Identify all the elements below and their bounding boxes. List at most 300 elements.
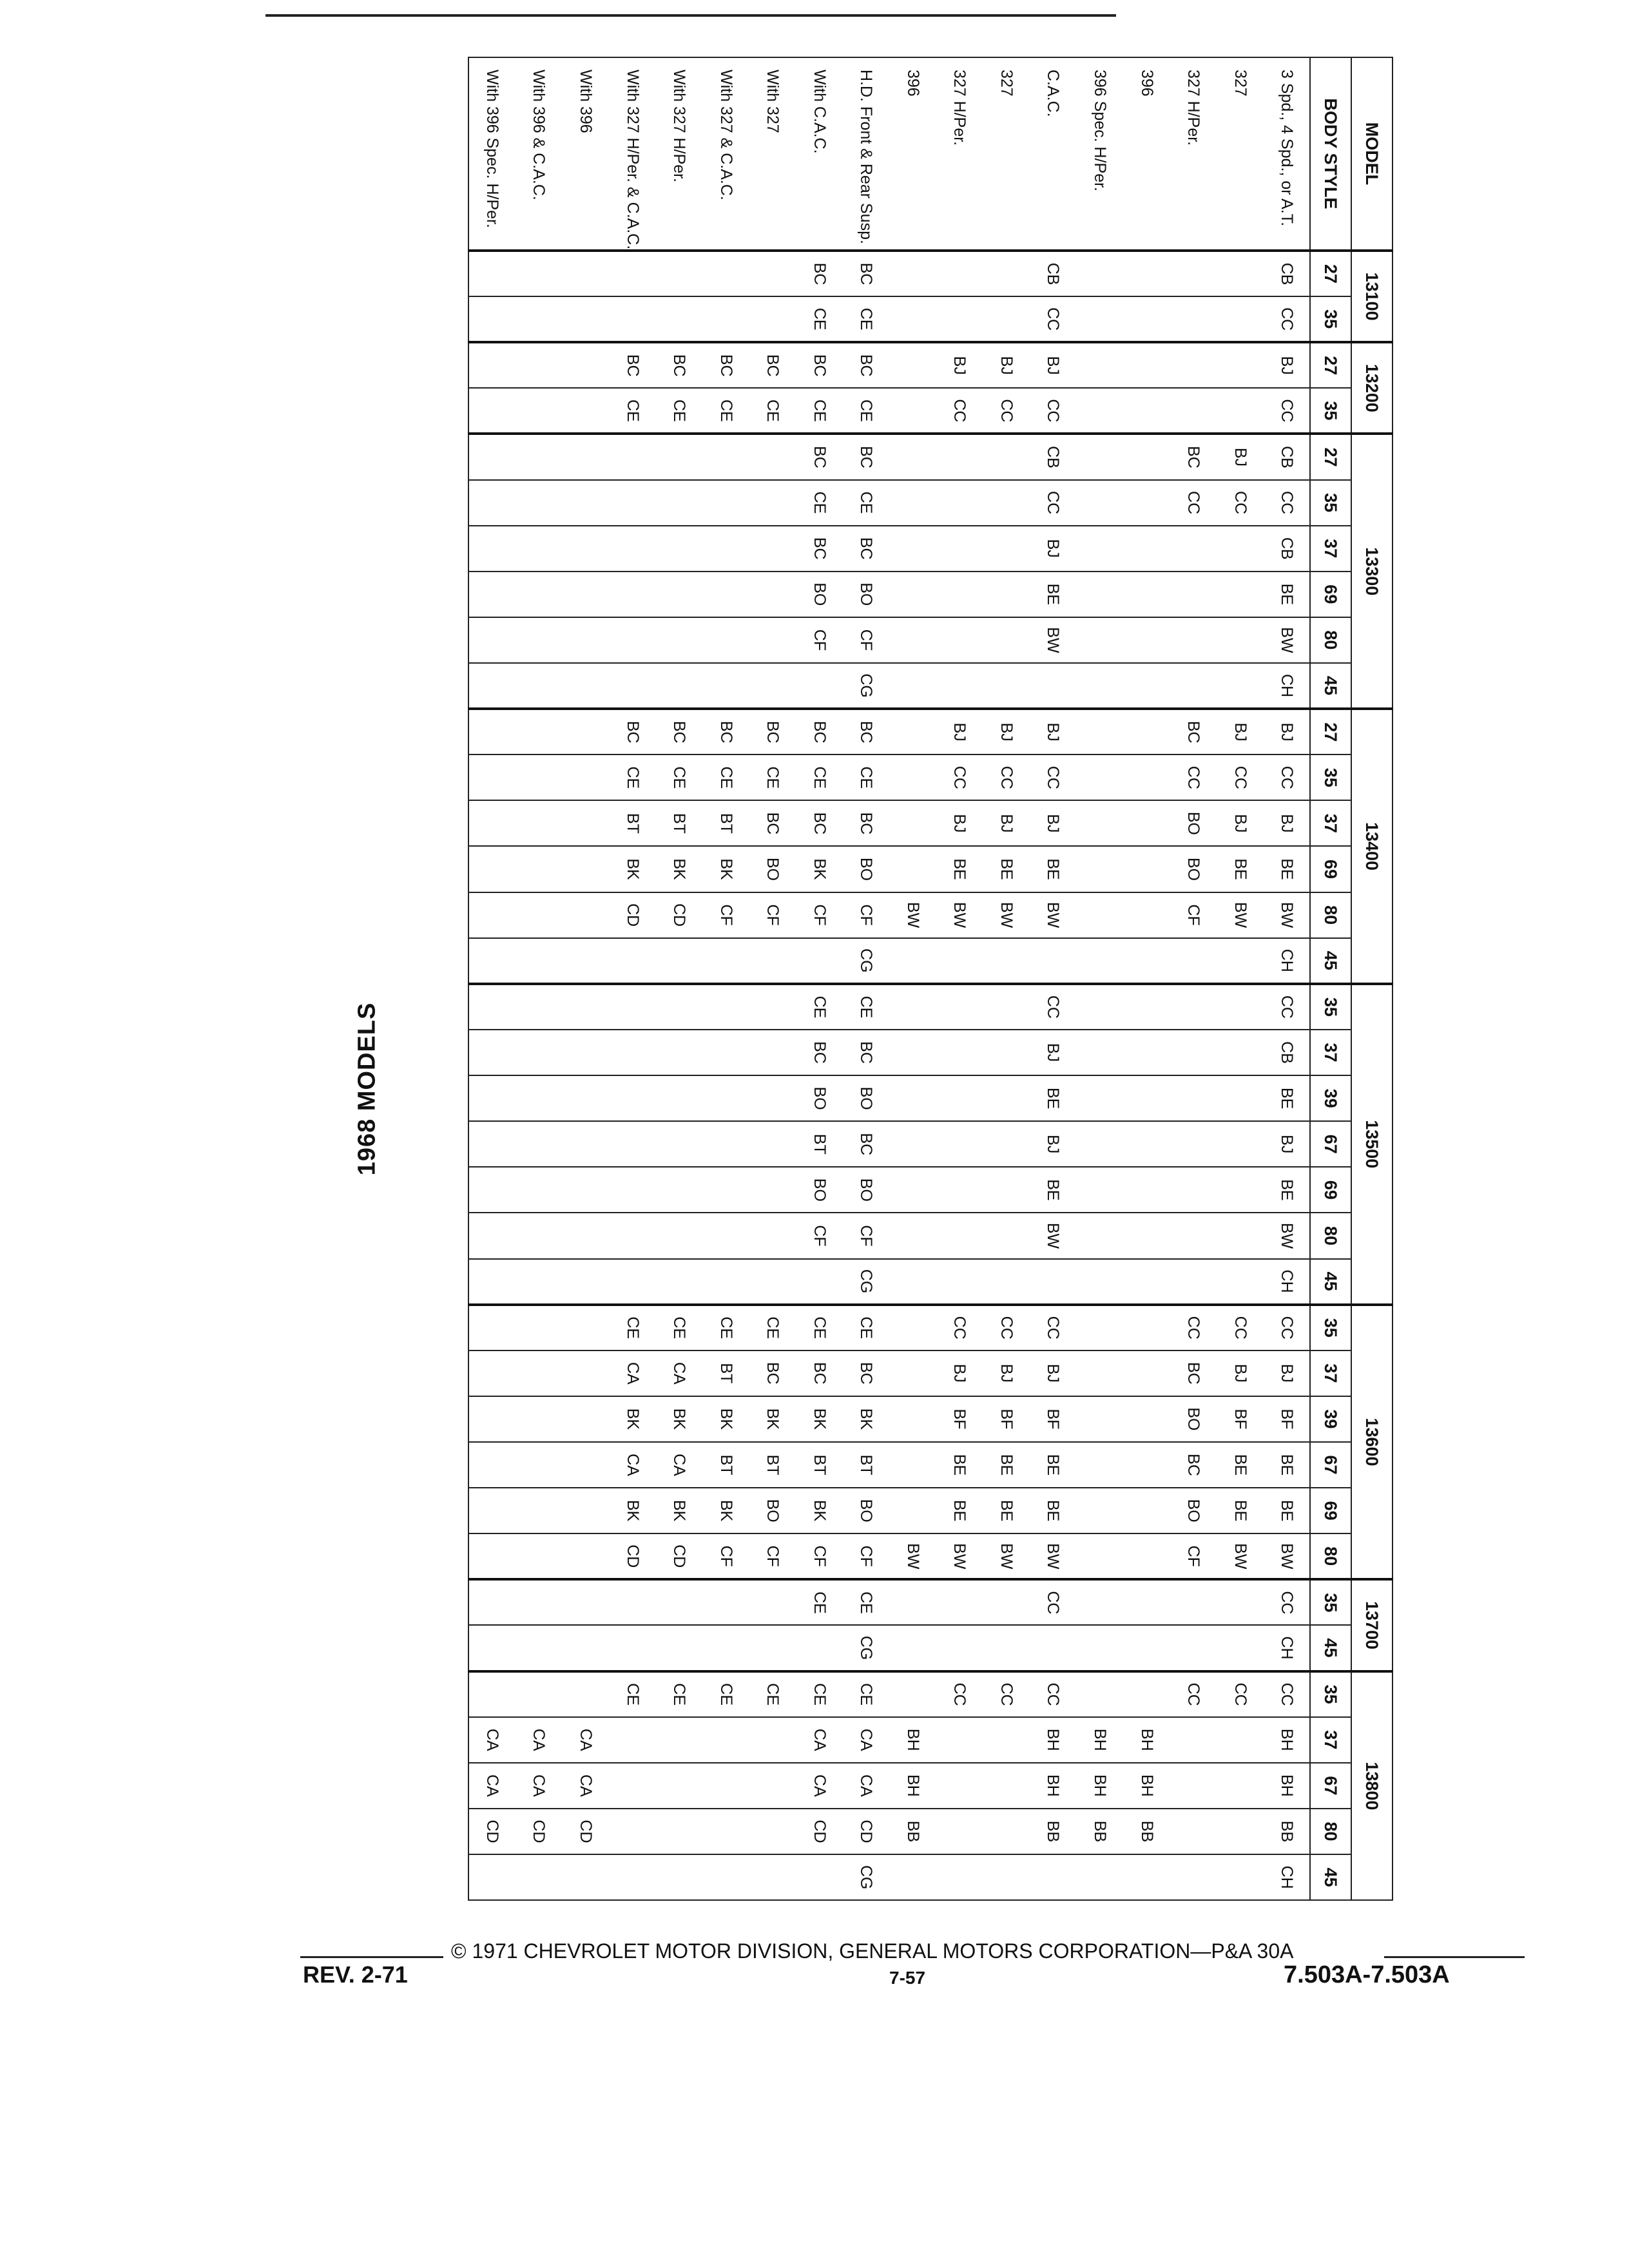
code-cell (468, 754, 516, 800)
code-cell: CA (796, 1717, 843, 1763)
code-cell (468, 1030, 516, 1075)
code-cell: BJ (1030, 342, 1077, 388)
code-cell: CF (843, 617, 890, 663)
code-cell (516, 1579, 563, 1625)
code-cell: CG (843, 1854, 890, 1900)
code-cell (702, 1075, 749, 1121)
code-cell (1123, 1579, 1170, 1625)
code-cell (1076, 1350, 1123, 1396)
revision-label: REV. 2-71 (303, 1961, 408, 1988)
code-cell: CB (1263, 434, 1310, 479)
code-cell (516, 800, 563, 846)
code-cell (1123, 709, 1170, 754)
table-row (1030, 57, 1077, 1900)
code-cell (749, 938, 796, 984)
code-cell: BH (1030, 1717, 1077, 1763)
code-cell (655, 1625, 702, 1671)
code-cell: BF (936, 1396, 983, 1442)
code-cell: BT (796, 1442, 843, 1488)
copyright-text: © 1971 CHEVROLET MOTOR DIVISION, GENERAL MOTORS CORPORATION—P&A 30A (451, 1939, 1294, 1963)
code-cell: BF (983, 1396, 1030, 1442)
code-cell: BJ (1217, 1350, 1264, 1396)
code-cell: BJ (1030, 800, 1077, 846)
body-style-code: 69 (1310, 1167, 1351, 1213)
body-style-code: 69 (1310, 1488, 1351, 1533)
code-cell (1217, 1121, 1264, 1167)
code-cell (1076, 1259, 1123, 1305)
code-cell (702, 1854, 749, 1900)
table-row (983, 57, 1030, 1900)
code-cell (562, 572, 609, 617)
row-label: 396 (1123, 57, 1170, 251)
code-cell: CD (796, 1809, 843, 1854)
code-cell (468, 938, 516, 984)
code-cell (1076, 480, 1123, 526)
code-cell (562, 1030, 609, 1075)
code-cell (655, 1717, 702, 1763)
code-cell (562, 1488, 609, 1533)
code-cell: BC (1170, 1442, 1217, 1488)
code-cell (983, 1717, 1030, 1763)
code-cell (936, 296, 983, 342)
code-cell: BC (702, 709, 749, 754)
code-cell (1170, 1030, 1217, 1075)
code-cell (516, 754, 563, 800)
code-cell: CC (1030, 296, 1077, 342)
code-cell (702, 984, 749, 1030)
code-cell (1123, 1213, 1170, 1258)
code-cell: CE (609, 1305, 656, 1350)
table-row (1263, 57, 1310, 1900)
code-cell (1076, 1030, 1123, 1075)
row-label: 3 Spd., 4 Spd., or A.T. (1263, 57, 1310, 251)
code-cell: BK (655, 1488, 702, 1533)
code-cell (468, 434, 516, 479)
code-cell (1030, 1259, 1077, 1305)
code-cell: CE (655, 1305, 702, 1350)
code-cell (562, 1625, 609, 1671)
code-cell (702, 480, 749, 526)
code-cell (983, 938, 1030, 984)
code-cell (889, 434, 936, 479)
code-cell: CD (516, 1809, 563, 1854)
code-cell (889, 1579, 936, 1625)
code-cell: BH (1263, 1717, 1310, 1763)
code-cell (1123, 251, 1170, 296)
row-label: With 396 (562, 57, 609, 251)
code-cell (983, 1213, 1030, 1258)
code-cell: CC (1263, 480, 1310, 526)
code-cell (562, 434, 609, 479)
code-cell: BO (843, 1167, 890, 1213)
code-cell (702, 296, 749, 342)
code-cell (702, 526, 749, 572)
code-cell: CA (516, 1717, 563, 1763)
code-cell (516, 617, 563, 663)
code-cell: CG (843, 1625, 890, 1671)
code-cell: BC (796, 800, 843, 846)
code-cell (1076, 1671, 1123, 1717)
table-row (1170, 57, 1217, 1900)
code-cell: BE (1263, 1167, 1310, 1213)
code-cell (749, 1121, 796, 1167)
code-cell (983, 1030, 1030, 1075)
code-cell (1170, 984, 1217, 1030)
code-cell: CC (936, 388, 983, 434)
code-cell (562, 1442, 609, 1488)
code-cell (562, 251, 609, 296)
code-cell (609, 1854, 656, 1900)
body-style-code: 35 (1310, 296, 1351, 342)
code-cell: CE (843, 296, 890, 342)
code-cell (562, 1533, 609, 1579)
code-cell (468, 1259, 516, 1305)
code-cell (562, 754, 609, 800)
code-cell: CH (1263, 1854, 1310, 1900)
code-cell: CC (1030, 984, 1077, 1030)
code-cell: BC (749, 1350, 796, 1396)
row-label: With C.A.C. (796, 57, 843, 251)
code-cell (1076, 709, 1123, 754)
code-cell (609, 1121, 656, 1167)
code-cell (655, 1030, 702, 1075)
table-row (749, 57, 796, 1900)
code-cell (1170, 1259, 1217, 1305)
row-label: With 396 Spec. H/Per. (468, 57, 516, 251)
application-chart (469, 57, 1393, 1899)
code-cell (1217, 1809, 1264, 1854)
code-cell (1123, 388, 1170, 434)
code-cell (609, 663, 656, 709)
table-row (1217, 57, 1264, 1900)
code-cell (516, 480, 563, 526)
code-cell: BE (936, 1442, 983, 1488)
code-cell: BE (936, 1488, 983, 1533)
code-cell (889, 617, 936, 663)
code-cell (1170, 617, 1217, 663)
code-cell (749, 480, 796, 526)
code-cell (749, 434, 796, 479)
code-cell: CB (1030, 434, 1077, 479)
code-cell: CC (1170, 754, 1217, 800)
code-cell (749, 1763, 796, 1809)
code-cell (562, 1396, 609, 1442)
code-cell (749, 663, 796, 709)
code-cell (1123, 526, 1170, 572)
code-cell (655, 572, 702, 617)
code-cell (1170, 938, 1217, 984)
model-header: MODEL (1351, 57, 1393, 251)
code-cell: CD (655, 1533, 702, 1579)
code-cell (702, 434, 749, 479)
code-cell (1030, 663, 1077, 709)
code-cell: BJ (1217, 434, 1264, 479)
code-cell: BC (655, 709, 702, 754)
code-cell: CC (1263, 754, 1310, 800)
code-cell (702, 1579, 749, 1625)
code-cell (468, 1350, 516, 1396)
code-cell: BK (702, 1396, 749, 1442)
code-cell (1123, 1488, 1170, 1533)
code-cell (936, 1213, 983, 1258)
code-cell: CB (1263, 251, 1310, 296)
code-cell: CF (1170, 1533, 1217, 1579)
code-cell: CE (843, 388, 890, 434)
code-cell (516, 526, 563, 572)
code-cell: BJ (1263, 1121, 1310, 1167)
code-cell (1076, 572, 1123, 617)
code-cell (889, 663, 936, 709)
code-cell (749, 296, 796, 342)
code-cell (655, 526, 702, 572)
code-cell (749, 572, 796, 617)
code-cell (936, 526, 983, 572)
code-cell (609, 572, 656, 617)
code-cell (749, 617, 796, 663)
code-cell (749, 526, 796, 572)
code-cell: CE (609, 1671, 656, 1717)
code-cell (562, 480, 609, 526)
code-cell: CE (609, 754, 656, 800)
body-style-code: 35 (1310, 754, 1351, 800)
body-style-header: BODY STYLE (1310, 57, 1351, 251)
code-cell: CE (749, 1671, 796, 1717)
code-cell: CE (843, 480, 890, 526)
code-cell (1170, 342, 1217, 388)
code-cell: BH (889, 1717, 936, 1763)
code-cell: CE (843, 1671, 890, 1717)
code-cell: BH (1030, 1763, 1077, 1809)
code-cell: BE (936, 846, 983, 892)
code-cell (936, 617, 983, 663)
code-cell: BH (1123, 1717, 1170, 1763)
code-cell (1123, 938, 1170, 984)
code-cell: CA (468, 1717, 516, 1763)
code-cell: BC (843, 342, 890, 388)
code-cell: BK (702, 846, 749, 892)
code-cell: BW (983, 892, 1030, 938)
code-cell (1217, 1030, 1264, 1075)
code-cell (1030, 938, 1077, 984)
code-cell: CE (796, 296, 843, 342)
code-cell: BK (609, 1488, 656, 1533)
code-cell (1030, 1854, 1077, 1900)
code-cell (889, 251, 936, 296)
code-cell: BC (702, 342, 749, 388)
code-cell: BC (609, 709, 656, 754)
code-cell: BJ (1263, 709, 1310, 754)
code-cell (936, 480, 983, 526)
code-cell: CF (702, 892, 749, 938)
table-row (655, 57, 702, 1900)
code-cell (936, 1579, 983, 1625)
code-cell (562, 846, 609, 892)
code-cell (1217, 1854, 1264, 1900)
code-cell: CD (468, 1809, 516, 1854)
code-cell: BW (1263, 617, 1310, 663)
row-label: 327 (1217, 57, 1264, 251)
body-style-code: 35 (1310, 388, 1351, 434)
code-cell (516, 1121, 563, 1167)
code-cell (983, 434, 1030, 479)
row-label: With 396 & C.A.C. (516, 57, 563, 251)
code-cell (1123, 1396, 1170, 1442)
code-cell (468, 1488, 516, 1533)
code-cell (562, 1167, 609, 1213)
code-cell (889, 1625, 936, 1671)
code-cell (889, 1442, 936, 1488)
code-cell (1076, 1579, 1123, 1625)
code-cell (983, 1763, 1030, 1809)
code-cell (655, 1167, 702, 1213)
code-cell (889, 938, 936, 984)
code-cell (516, 572, 563, 617)
code-cell (468, 342, 516, 388)
code-cell (655, 434, 702, 479)
code-cell (796, 938, 843, 984)
body-style-code: 67 (1310, 1121, 1351, 1167)
code-cell: CC (1217, 1305, 1264, 1350)
code-cell (702, 1763, 749, 1809)
code-cell: BE (1030, 1075, 1077, 1121)
code-cell: CE (749, 1305, 796, 1350)
model-header-13600: 13600 (1351, 1305, 1393, 1580)
code-cell: BO (843, 572, 890, 617)
code-cell: BT (609, 800, 656, 846)
code-cell (468, 1442, 516, 1488)
code-cell: CD (655, 892, 702, 938)
code-cell (1076, 388, 1123, 434)
code-cell (936, 1625, 983, 1671)
code-cell (702, 1121, 749, 1167)
code-cell: CC (983, 754, 1030, 800)
code-cell: CH (1263, 938, 1310, 984)
code-cell: BC (655, 342, 702, 388)
code-cell: BW (1030, 1533, 1077, 1579)
code-cell (655, 617, 702, 663)
code-cell (655, 251, 702, 296)
body-style-code: 80 (1310, 892, 1351, 938)
code-cell: CE (796, 480, 843, 526)
code-cell: BH (1076, 1717, 1123, 1763)
code-cell: CE (749, 754, 796, 800)
code-cell (1076, 1533, 1123, 1579)
code-cell (1076, 1213, 1123, 1258)
code-cell (936, 1854, 983, 1900)
code-cell (516, 434, 563, 479)
code-cell (1217, 1259, 1264, 1305)
body-style-code: 37 (1310, 526, 1351, 572)
code-cell (516, 1030, 563, 1075)
code-cell (1123, 754, 1170, 800)
code-cell: CA (655, 1442, 702, 1488)
code-cell: BJ (983, 709, 1030, 754)
row-label: 327 (983, 57, 1030, 251)
code-cell (936, 434, 983, 479)
code-cell (609, 1763, 656, 1809)
body-style-code: 45 (1310, 663, 1351, 709)
code-cell: CF (843, 1213, 890, 1258)
code-cell (516, 663, 563, 709)
code-cell: BE (1217, 1442, 1264, 1488)
code-cell (889, 1213, 936, 1258)
code-cell: BC (749, 800, 796, 846)
code-cell (1076, 1396, 1123, 1442)
code-cell (796, 1259, 843, 1305)
row-label: 327 H/Per. (1170, 57, 1217, 251)
body-style-code: 27 (1310, 251, 1351, 296)
body-style-code: 45 (1310, 938, 1351, 984)
code-cell (516, 1213, 563, 1258)
code-cell (1217, 663, 1264, 709)
code-cell: CE (655, 388, 702, 434)
code-cell: BE (1030, 846, 1077, 892)
code-cell (562, 984, 609, 1030)
code-cell: CH (1263, 1259, 1310, 1305)
code-cell (889, 1396, 936, 1442)
code-cell: CC (983, 388, 1030, 434)
code-cell (889, 984, 936, 1030)
code-cell: BJ (1030, 1030, 1077, 1075)
code-cell: BJ (1263, 342, 1310, 388)
code-cell: CA (468, 1763, 516, 1809)
code-cell (1217, 984, 1264, 1030)
body-style-code: 35 (1310, 480, 1351, 526)
code-cell (889, 480, 936, 526)
body-style-code: 67 (1310, 1763, 1351, 1809)
code-cell: BC (843, 709, 890, 754)
code-cell (516, 846, 563, 892)
code-cell (562, 938, 609, 984)
code-cell (936, 1809, 983, 1854)
code-cell: BJ (1030, 709, 1077, 754)
code-cell: BC (796, 709, 843, 754)
code-cell (1217, 1167, 1264, 1213)
code-cell (1170, 251, 1217, 296)
code-cell: BJ (936, 800, 983, 846)
code-cell (655, 1259, 702, 1305)
code-cell (609, 1213, 656, 1258)
code-cell (936, 984, 983, 1030)
code-cell (889, 1259, 936, 1305)
code-cell: BK (702, 1488, 749, 1533)
code-cell: BW (1263, 1533, 1310, 1579)
code-cell (983, 1579, 1030, 1625)
code-cell (655, 1213, 702, 1258)
code-cell (609, 1625, 656, 1671)
code-cell (516, 1442, 563, 1488)
code-cell (702, 1259, 749, 1305)
code-cell: CC (936, 1305, 983, 1350)
top-rule (265, 14, 1116, 17)
code-cell (609, 1809, 656, 1854)
code-cell: CA (843, 1717, 890, 1763)
code-cell (749, 251, 796, 296)
code-cell (1123, 1442, 1170, 1488)
code-cell (562, 342, 609, 388)
code-cell: CF (702, 1533, 749, 1579)
code-cell: BO (749, 1488, 796, 1533)
code-cell: CC (1263, 1579, 1310, 1625)
code-cell (889, 1030, 936, 1075)
code-cell (1170, 572, 1217, 617)
code-cell (468, 572, 516, 617)
code-cell (889, 388, 936, 434)
body-style-code: 69 (1310, 572, 1351, 617)
code-cell (516, 1305, 563, 1350)
model-header-13200: 13200 (1351, 342, 1393, 434)
code-cell: BE (1217, 846, 1264, 892)
